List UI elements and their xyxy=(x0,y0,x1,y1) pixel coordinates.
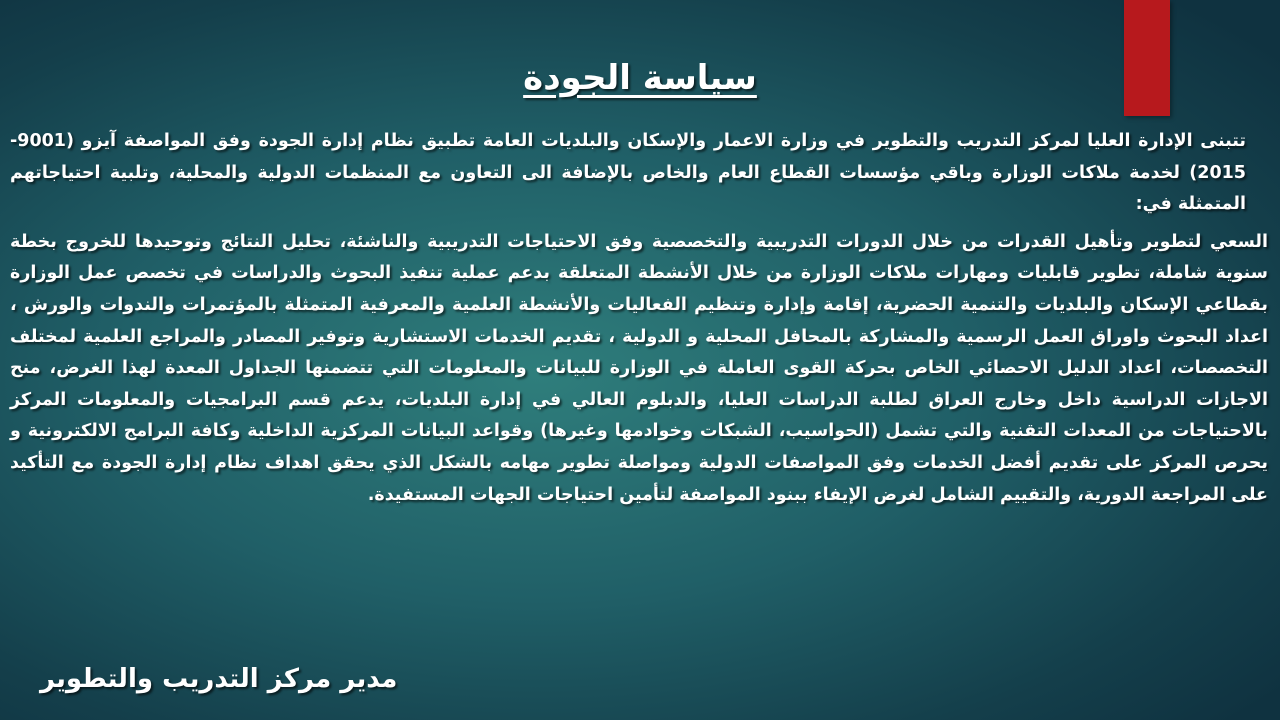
slide-title: سياسة الجودة xyxy=(523,58,757,98)
signature: مدير مركز التدريب والتطوير xyxy=(40,664,398,694)
objectives-paragraph: السعي لتطوير وتأهيل القدرات من خلال الدورات التدريبية والتخصصية وفق الاحتياجات التدريبية والناشئة، تحليل النتائج وتوحيدها للخروج بخطة سنوية شاملة، تطوير قابليات ومهارات ملاكات الوزارة من خلال الأنشطة المتعلقة بدعم عملية تنفيذ البحوث والدراسات في تخصص عمل الوزارة بقطاعي الإسكان والبلديات والتنمية الحضرية، إقامة وإدارة وتنظيم الفعاليات والأنشطة العلمية والمعرفية المتمثلة بالمؤتمرات والندوات والورش ، اعداد البحوث واوراق العمل الرسمية والمشاركة بالمحافل المحلية و الدولية ، تقديم الخدمات الاستشارية وتوفير المصادر والمراجع العلمية لمختلف التخصصات، اعداد الدليل الاحصائي الخاص بحركة القوى العاملة في الوزارة للبيانات والمعلومات التي تتضمنها الجداول المعدة لهذا الغرض، منح الاجازات الدراسية داخل وخارج العراق لطلبة الدراسات العليا، والدبلوم العالي في إدارة البلديات، يدعم قسم البرامجيات والمعلومات المركز بالاحتياجات من المعدات التقنية والتي تشمل (الحواسيب، الشبكات وخوادمها وغيرها) وقواعد البيانات المركزية الداخلية وكافة البرامج الالكترونية و يحرص المركز على تقديم أفضل الخدمات وفق المواصفات الدولية ومواصلة تطوير مهامه بالشكل الذي يحقق اهداف نظام إدارة الجودة مع التأكيد على المراجعة الدورية، والتقييم الشامل لغرض الإيفاء ببنود المواصفة لتأمين احتياجات الجهات المستفيدة. xyxy=(10,231,1268,505)
policy-text xyxy=(10,126,1268,511)
intro-paragraph: تتبنى الإدارة العليا لمركز التدريب والتطوير في وزارة الاعمار والإسكان والبلديات العامة تطبيق نظام إدارة الجودة وفق المواصفة آيزو (9001-2015) لخدمة ملاكات الوزارة وباقي مؤسسات القطاع العام والخاص بالإضافة الى التعاون مع المنظمات الدولية والمحلية، وتلبية احتياجاتهم المتمثلة في: xyxy=(10,131,1246,215)
